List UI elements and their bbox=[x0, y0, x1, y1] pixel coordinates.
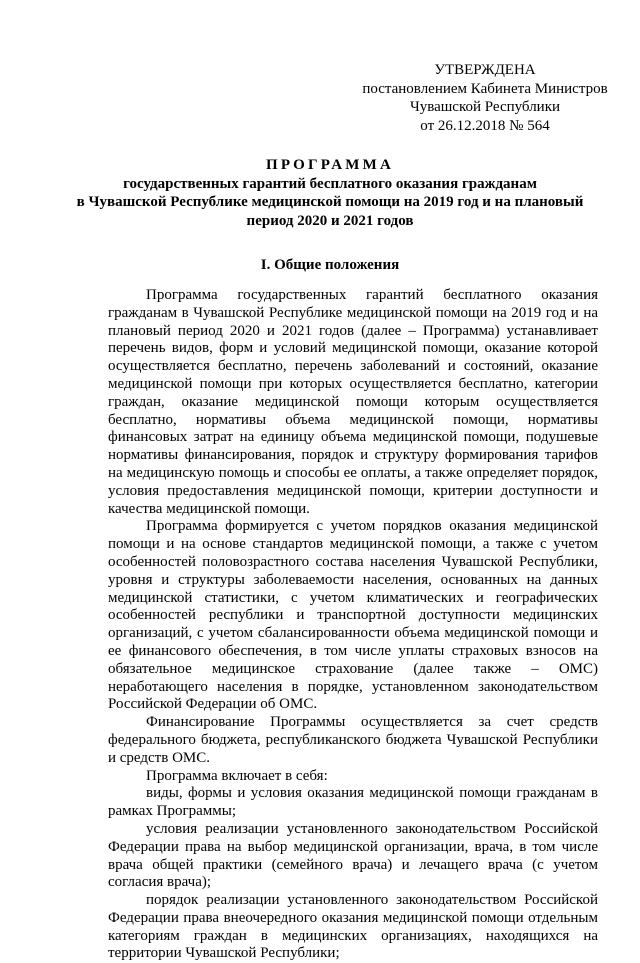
paragraph: порядок реализации установленного законодательством Российской Федерации права внеочередного оказания медицинской помощи отдельным категориям граждан в медицинских организациях, находящихся на территории Чувашской Республики; bbox=[108, 892, 598, 962]
title-word: ПРОГРАММА bbox=[266, 157, 394, 173]
paragraph: виды, формы и условия оказания медицинской помощи гражданам в рамках Программы; bbox=[108, 785, 598, 820]
paragraph: Программа государственных гарантий бесплатного оказания гражданам в Чувашской Республике медицинской помощи на 2019 год и на плановый период 2020 и 2021 годов (далее – Программа) устанавливает перечень видов, форм и условий медицинской помощи, оказание которой осуществляется бесплатно, перечень заболеваний и состояний, оказание медицинской помощи при которых осуществляется бесплатно, категории граждан, оказание медицинской помощи которым осуществляется бесплатно, нормативы объема медицинской помощи, нормативы финансовых затрат на единицу объема медицинской помощи, подушевые нормативы финансирования, порядок и структуру формирования тарифов на медицинскую помощь и способы ее оплаты, а также определяет порядок, условия предоставления медицинской помощи, критерии доступности и качества медицинской помощи. bbox=[108, 287, 598, 517]
approval-republic: Чувашской Республики bbox=[409, 99, 561, 115]
approval-issuer: постановлением Кабинета Министров bbox=[362, 80, 608, 97]
paragraph: Программа формируется с учетом порядков оказания медицинской помощи и на основе стандартов медицинской помощи, а также с учетом особенностей половозрастного состава населения Чувашской Республики, уровня и структуры заболеваемости населения, основанных на данных медицинской статистики, с учетом климатических и географических особенностей республики и транспортной доступности медицинских организаций, с учетом сбалансированности объема медицинской помощи и ее финансового обеспечения, в том числе уплаты страховых взносов на обязательное медицинское страхование (далее также – ОМС) неработающего населения в порядке, установленном законодательством Российской Федерации об ОМС. bbox=[108, 518, 598, 713]
approval-date-number: от 26.12.2018 № 564 bbox=[420, 117, 550, 134]
section-heading: I. Общие положения bbox=[260, 257, 400, 273]
paragraph: Программа включает в себя: bbox=[146, 767, 328, 784]
approval-status: УТВЕРЖДЕНА bbox=[434, 62, 536, 78]
paragraph: условия реализации установленного законодательством Российской Федерации права на выбор медицинской организации, врача, в том числе врача общей практики (семейного врача) и лечащего врача (с учетом согласия врача); bbox=[108, 820, 598, 891]
paragraph: Финансирование Программы осуществляется за счет средств федерального бюджета, республиканского бюджета Чувашской Республики и средств ОМС. bbox=[108, 714, 598, 766]
title-line-3: период 2020 и 2021 годов bbox=[246, 212, 414, 229]
title-line-2: в Чувашской Республике медицинской помощи на 2019 год и на плановый bbox=[76, 194, 584, 210]
approval-stamp bbox=[360, 61, 610, 135]
document-body bbox=[108, 287, 598, 963]
document-title bbox=[60, 156, 600, 230]
title-line-1: государственных гарантий бесплатного оказания гражданам bbox=[123, 175, 537, 192]
